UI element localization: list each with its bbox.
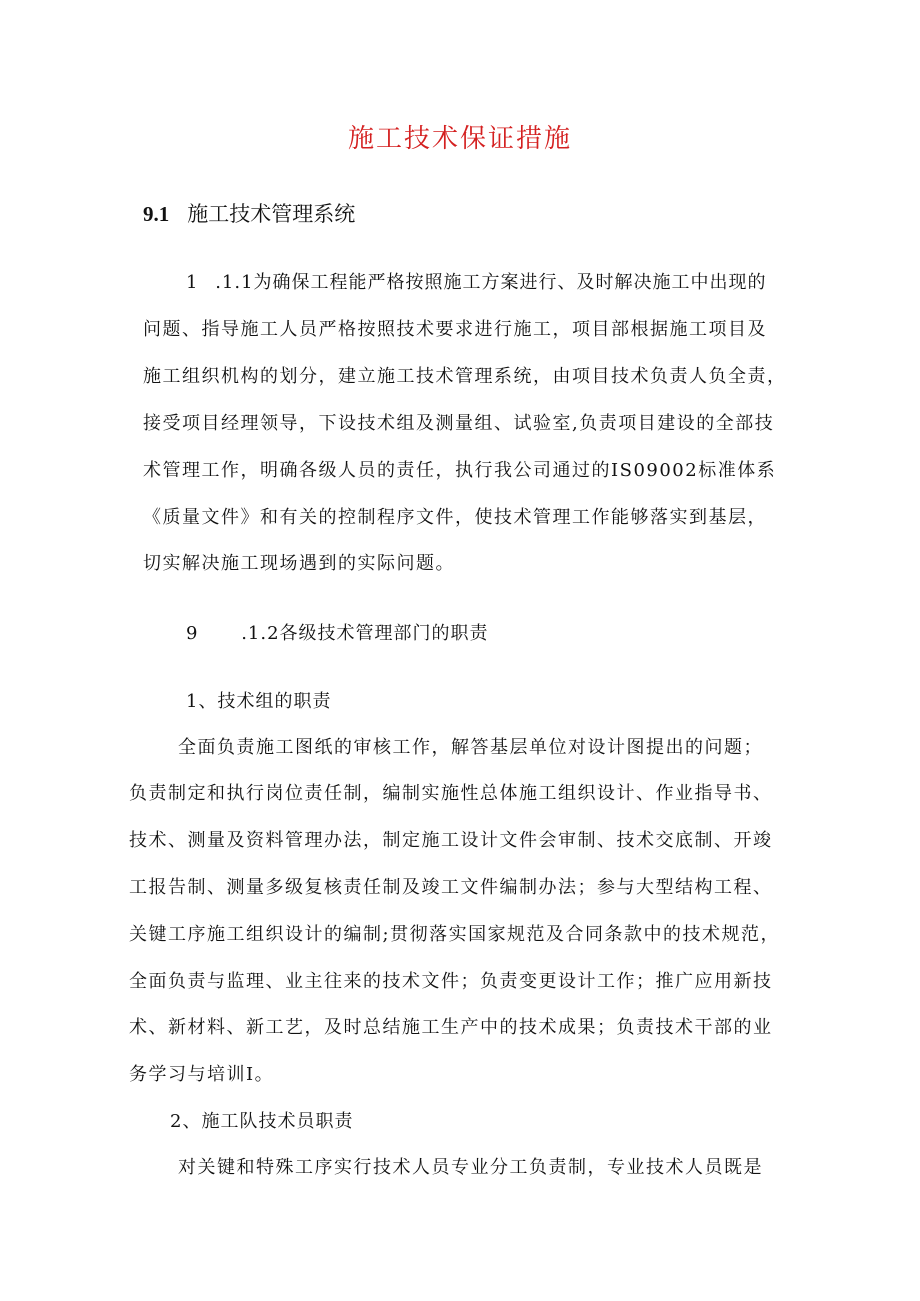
subsection-1-1-1 bbox=[186, 268, 767, 294]
list-item-heading: 1、技术组的职责 bbox=[186, 691, 332, 712]
paragraph-line: 全面负责与监理、业主往来的技术文件；负责变更设计工作；推广应用新技 bbox=[129, 971, 773, 992]
section-heading bbox=[143, 198, 355, 228]
list-item-heading: 2、施工队技术员职责 bbox=[170, 1111, 354, 1132]
section-number: 9.1 bbox=[143, 202, 170, 226]
paragraph-line: 务学习与培训I。 bbox=[129, 1064, 275, 1085]
document-title: 施工技术保证措施 bbox=[347, 124, 572, 154]
paragraph-line: 工报告制、测量多级复核责任制及竣工文件编制办法；参与大型结构工程、 bbox=[129, 877, 773, 898]
subsection-number: 1 bbox=[186, 272, 199, 293]
paragraph-line: 全面负责施工图纸的审核工作，解答基层单位对设计图提出的问题； bbox=[178, 737, 763, 758]
paragraph-line: 技术、测量及资料管理办法，制定施工设计文件会审制、技术交底制、开竣 bbox=[129, 830, 773, 851]
paragraph-line: 切实解决施工现场遇到的实际问题。 bbox=[143, 553, 455, 574]
paragraph-line: 关键工序施工组织设计的编制;贯彻落实国家规范及合同条款中的技术规范， bbox=[129, 924, 781, 945]
paragraph-line: 术管理工作，明确各级人员的责任，执行我公司通过的IS09002标准体系 bbox=[143, 460, 777, 481]
paragraph-line: 对关键和特殊工序实行技术人员专业分工负责制，专业技术人员既是 bbox=[178, 1157, 763, 1178]
paragraph-line: 术、新材料、新工艺，及时总结施工生产中的技术成果；负责技术干部的业 bbox=[129, 1017, 773, 1038]
section-title: 施工技术管理系统 bbox=[187, 202, 356, 226]
subsection-text: .1.2各级技术管理部门的职责 bbox=[241, 623, 489, 644]
paragraph-line: 施工组织机构的划分，建立施工技术管理系统，由项目技术负责人负全责， bbox=[143, 366, 787, 387]
subsection-1-1-2 bbox=[186, 619, 489, 645]
subsection-text: .1.1为确保工程能严格按照施工方案进行、及时解决施工中出现的 bbox=[215, 272, 767, 293]
paragraph-line: 问题、指导施工人员严格按照技术要求进行施工，项目部根据施工项目及 bbox=[143, 319, 767, 340]
paragraph-line: 接受项目经理领导，下设技术组及测量组、试验室,负责项目建设的全部技 bbox=[143, 413, 775, 434]
subsection-number: 9 bbox=[186, 623, 199, 644]
paragraph-line: 负责制定和执行岗位责任制，编制实施性总体施工组织设计、作业指导书、 bbox=[129, 783, 773, 804]
paragraph-line: 《质量文件》和有关的控制程序文件，使技术管理工作能够落实到基层， bbox=[143, 507, 767, 528]
